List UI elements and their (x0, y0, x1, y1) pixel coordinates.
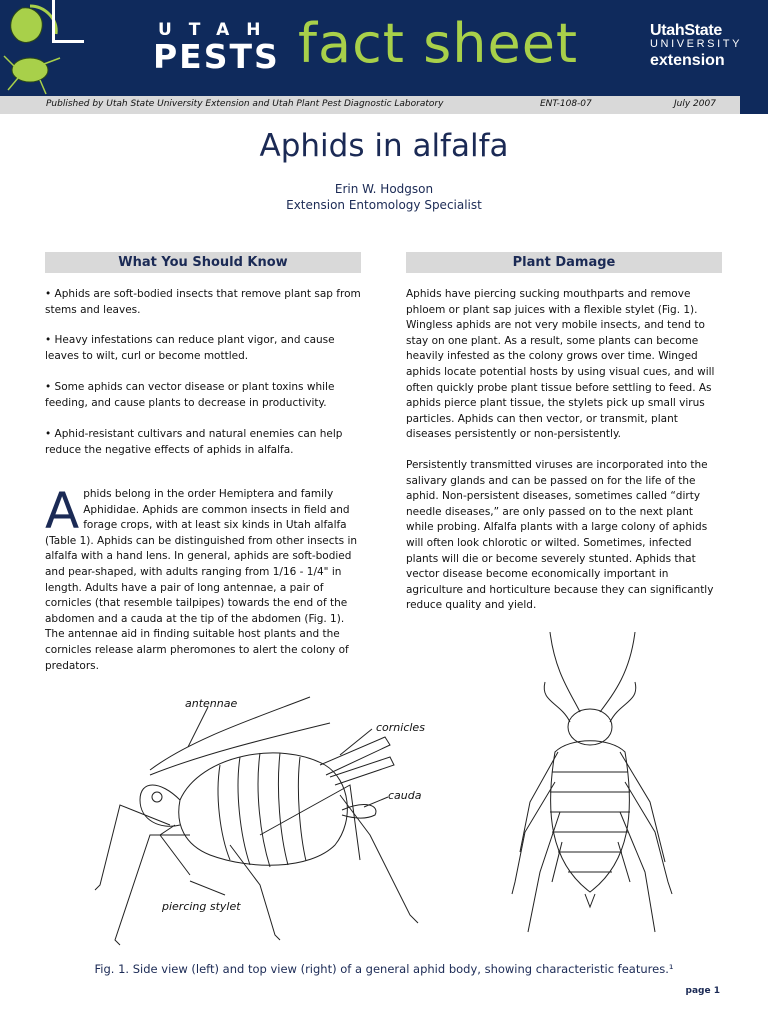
author-role: Extension Entomology Specialist (286, 198, 482, 212)
banner-pests: PESTS (153, 37, 280, 76)
author-name: Erin W. Hodgson (334, 182, 434, 196)
bullet-2: • Heavy infestations can reduce plant vigor, and cause leaves to wilt, curl or become mottled. (45, 334, 335, 362)
bullet-4: • Aphid-resistant cultivars and natural enemies can help reduce the negative effects of aphids in alfalfa. (45, 428, 343, 456)
figure-caption: Fig. 1. Side view (left) and top view (right) of a general aphid body, showing characteristic features.¹ (94, 962, 674, 976)
banner-utah: UTAH (158, 20, 278, 40)
banner-fact-sheet: fact sheet (298, 12, 579, 75)
plant-damage-paragraph-1: Aphids have piercing sucking mouthparts and remove phloem or plant sap juices with a flexible stylet (Fig. 1). Wingless aphids are not very mobile insects, and tend to stay on one plant. As a result, some plants can become heavily infested as the colony grows over time. Winged aphids locate potential hosts by using visual cues, and will often quickly probe plant tissue before settling to feed. As aphids pierce plant tissue, the stylets pick up small virus particles. Aphids can then vector, or transmit, plant diseases persistently or non-persistently. (406, 288, 715, 441)
org-logo-line3: extension (650, 52, 725, 69)
document-code: ENT-108-07 (540, 99, 592, 109)
drop-cap: A (45, 482, 80, 540)
banner-divider (52, 0, 55, 40)
aphid-logo-icon (0, 0, 84, 96)
aphid-top-view-figure (500, 632, 680, 952)
org-logo-line1: UtahState (650, 22, 722, 39)
publisher-bar (0, 96, 768, 114)
publication-date: July 2007 (674, 99, 716, 109)
publisher-bar-accent (740, 96, 768, 114)
bullet-3: • Some aphids can vector disease or plant toxins while feeding, and cause plants to decrease in productivity. (45, 381, 335, 409)
org-logo-line2: UNIVERSITY (650, 38, 743, 50)
page-title: Aphids in alfalfa (259, 128, 509, 164)
label-antennae: antennae (185, 697, 238, 710)
aphid-side-view-figure (80, 685, 450, 955)
banner-divider-horizontal (52, 40, 84, 43)
section-heading-what-you-should-know: What You Should Know (45, 252, 361, 273)
label-cornicles: cornicles (376, 721, 425, 734)
page-number: page 1 (685, 986, 720, 996)
header-banner (0, 0, 768, 96)
bullet-1: • Aphids are soft-bodied insects that remove plant sap from stems and leaves. (45, 288, 361, 316)
intro-text: phids belong in the order Hemiptera and family Aphididae. Aphids are common insects in field and forage crops, with at least six kinds in Utah alfalfa (Table 1). Aphids can be distinguished from other insects in alfalfa with a hand lens. In general, aphids are soft-bodied and pear-shaped, with adults ranging from 1/16 - 1/4" in length. Adults have a pair of long antennae, a pair of cornicles (that resemble tailpipes) towards the end of the abdomen and a cauda at the tip of the abdomen (Fig. 1). The antennae aid in finding suitable host plants and the cornicles release alarm pheromones to alert the colony of predators. (45, 488, 358, 672)
publisher-text: Published by Utah State University Extension and Utah Plant Pest Diagnostic Laboratory (46, 99, 444, 109)
intro-paragraph (45, 482, 361, 674)
section-heading-plant-damage: Plant Damage (406, 252, 722, 273)
label-stylet: piercing stylet (162, 900, 241, 913)
label-cauda: cauda (388, 789, 422, 802)
plant-damage-paragraph-2: Persistently transmitted viruses are incorporated into the salivary glands and can be passed on for the life of the aphid. Non-persistent diseases, sometimes called “dirty needle diseases,” are only passed on to the next plant while probing. Alfalfa plants with a large colony of aphids will often look chlorotic or wilted. Sometimes, infected plants will die or become severely stunted. Aphids that vector disease become economically important in agriculture and horticulture because they can significantly reduce quality and yield. (406, 459, 714, 612)
